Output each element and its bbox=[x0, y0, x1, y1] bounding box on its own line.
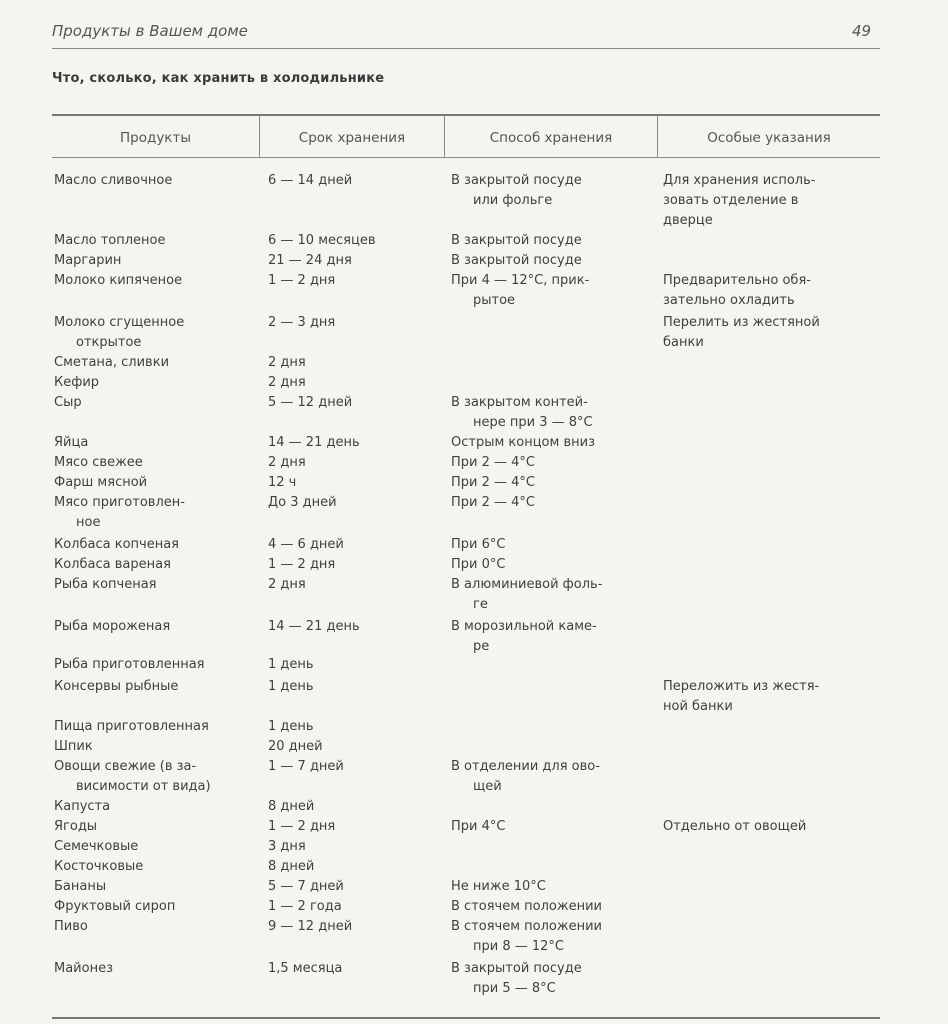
cell-term bbox=[268, 655, 314, 675]
cell-line: 2 — 3 дня bbox=[268, 315, 336, 330]
cell-line: Капуста bbox=[54, 799, 111, 814]
cell-line: Масло сливочное bbox=[54, 173, 173, 188]
cell-line: 8 дней bbox=[268, 799, 315, 814]
cell-method bbox=[451, 473, 535, 493]
table-rule-top bbox=[52, 114, 880, 116]
table-rule-header bbox=[52, 157, 880, 158]
cell-term bbox=[268, 677, 314, 697]
cell-line: Для хранения исполь- bbox=[663, 173, 816, 188]
cell-line: При 2 — 4°С bbox=[451, 455, 535, 470]
cell-product bbox=[54, 837, 138, 857]
cell-line: при 5 — 8°С bbox=[473, 981, 556, 996]
cell-line: В закрытой посуде bbox=[451, 233, 582, 248]
cell-line: зательно охладить bbox=[663, 293, 795, 308]
cell-method bbox=[451, 817, 505, 837]
cell-product bbox=[54, 535, 179, 555]
cell-line: 1 — 2 дня bbox=[268, 273, 336, 288]
cell-line: Мясо свежее bbox=[54, 455, 143, 470]
cell-method bbox=[451, 877, 546, 897]
cell-line: В стоячем положении bbox=[451, 899, 602, 914]
cell-product bbox=[54, 757, 211, 797]
cell-line: Консервы рыбные bbox=[54, 679, 179, 694]
cell-line: При 2 — 4°С bbox=[451, 475, 535, 490]
cell-term bbox=[268, 493, 337, 513]
cell-line: 12 ч bbox=[268, 475, 297, 490]
cell-term bbox=[268, 817, 335, 837]
cell-term bbox=[268, 897, 342, 917]
cell-term bbox=[268, 373, 306, 393]
cell-term bbox=[268, 473, 296, 493]
cell-line: В стоячем положении bbox=[451, 919, 602, 934]
cell-method bbox=[451, 231, 582, 251]
cell-term bbox=[268, 393, 352, 413]
cell-line: рытое bbox=[473, 293, 516, 308]
cell-line: Овощи свежие (в за- bbox=[54, 759, 197, 774]
cell-method bbox=[451, 575, 602, 615]
cell-line: дверце bbox=[663, 213, 713, 228]
cell-term bbox=[268, 231, 376, 251]
cell-line: 1 — 2 года bbox=[268, 899, 342, 914]
cell-line: 1 — 2 дня bbox=[268, 819, 336, 834]
cell-line: В закрытой посуде bbox=[451, 173, 582, 188]
cell-product bbox=[54, 959, 113, 979]
cell-line: До 3 дней bbox=[268, 495, 337, 510]
cell-term bbox=[268, 555, 335, 575]
cell-product bbox=[54, 617, 170, 637]
cell-line: 14 — 21 день bbox=[268, 619, 360, 634]
cell-line: висимости от вида) bbox=[76, 779, 211, 794]
column-header-products: Продукты bbox=[120, 130, 191, 146]
cell-line: Сыр bbox=[54, 395, 82, 410]
cell-line: При 4 — 12°С, прик- bbox=[451, 273, 590, 288]
table-rule-bottom bbox=[52, 1017, 880, 1019]
cell-line: Переложить из жестя- bbox=[663, 679, 820, 694]
cell-method bbox=[451, 555, 505, 575]
cell-line: При 0°С bbox=[451, 557, 506, 572]
column-header-method: Способ хранения bbox=[489, 130, 613, 146]
cell-line: Рыба приготовленная bbox=[54, 657, 205, 672]
cell-method bbox=[451, 251, 582, 271]
cell-product bbox=[54, 393, 82, 413]
cell-term bbox=[268, 575, 306, 595]
cell-line: Колбаса вареная bbox=[54, 557, 171, 572]
cell-product bbox=[54, 433, 88, 453]
cell-product bbox=[54, 171, 172, 191]
cell-method bbox=[451, 171, 582, 211]
cell-method bbox=[451, 757, 600, 797]
cell-line: В закрытом контей- bbox=[451, 395, 588, 410]
cell-line: или фольге bbox=[473, 193, 553, 208]
cell-product bbox=[54, 677, 178, 697]
cell-line: Мясо приготовлен- bbox=[54, 495, 185, 510]
cell-product bbox=[54, 917, 88, 937]
cell-line: В алюминиевой фоль- bbox=[451, 577, 603, 592]
cell-term bbox=[268, 737, 323, 757]
cell-term bbox=[268, 535, 344, 555]
cell-line: Предварительно обя- bbox=[663, 273, 811, 288]
cell-line: ре bbox=[473, 639, 490, 654]
cell-line: Майонез bbox=[54, 961, 113, 976]
cell-line: Фарш мясной bbox=[54, 475, 148, 490]
cell-product bbox=[54, 737, 93, 757]
cell-term bbox=[268, 757, 344, 777]
column-header-term: Срок хранения bbox=[298, 130, 406, 146]
cell-product bbox=[54, 453, 143, 473]
cell-line: Не ниже 10°С bbox=[451, 879, 546, 894]
cell-line: 14 — 21 день bbox=[268, 435, 360, 450]
cell-line: 6 — 10 месяцев bbox=[268, 233, 376, 248]
cell-line: Молоко сгущенное bbox=[54, 315, 185, 330]
cell-line: Семечковые bbox=[54, 839, 139, 854]
cell-method bbox=[451, 493, 535, 513]
cell-line: 9 — 12 дней bbox=[268, 919, 353, 934]
cell-line: Кефир bbox=[54, 375, 100, 390]
cell-line: 1 день bbox=[268, 679, 314, 694]
cell-line: 5 — 7 дней bbox=[268, 879, 344, 894]
cell-line: 2 дня bbox=[268, 577, 306, 592]
page-header-title: Продукты в Вашем доме bbox=[52, 22, 248, 40]
cell-product bbox=[54, 857, 143, 877]
cell-method bbox=[451, 617, 597, 657]
cell-line: 1 — 7 дней bbox=[268, 759, 344, 774]
cell-line: ге bbox=[473, 597, 488, 612]
cell-term bbox=[268, 797, 314, 817]
cell-line: Сметана, сливки bbox=[54, 355, 170, 370]
cell-line: банки bbox=[663, 335, 704, 350]
cell-line: ное bbox=[76, 515, 101, 530]
cell-line: В закрытой посуде bbox=[451, 961, 582, 976]
cell-method bbox=[451, 271, 589, 311]
cell-line: Пища приготовленная bbox=[54, 719, 209, 734]
cell-term bbox=[268, 917, 352, 937]
cell-line: открытое bbox=[76, 335, 142, 350]
page-number: 49 bbox=[852, 22, 872, 40]
cell-line: 6 — 14 дней bbox=[268, 173, 353, 188]
cell-line: В закрытой посуде bbox=[451, 253, 582, 268]
cell-line: Рыба мороженая bbox=[54, 619, 171, 634]
cell-line: 2 дня bbox=[268, 355, 306, 370]
cell-term bbox=[268, 837, 306, 857]
cell-product bbox=[54, 655, 204, 675]
cell-notes bbox=[663, 171, 815, 231]
cell-method bbox=[451, 959, 582, 999]
cell-line: Рыба копченая bbox=[54, 577, 157, 592]
cell-line: 4 — 6 дней bbox=[268, 537, 344, 552]
cell-product bbox=[54, 575, 157, 595]
cell-line: 1 день bbox=[268, 719, 314, 734]
cell-notes bbox=[663, 817, 806, 837]
cell-line: 2 дня bbox=[268, 455, 306, 470]
cell-line: При 2 — 4°С bbox=[451, 495, 535, 510]
cell-product bbox=[54, 473, 147, 493]
cell-line: Маргарин bbox=[54, 253, 122, 268]
header-rule bbox=[52, 48, 880, 49]
cell-line: Перелить из жестяной bbox=[663, 315, 820, 330]
cell-term bbox=[268, 453, 306, 473]
cell-line: щей bbox=[473, 779, 502, 794]
cell-term bbox=[268, 353, 306, 373]
column-header-notes: Особые указания bbox=[707, 130, 831, 146]
cell-line: 1,5 месяца bbox=[268, 961, 343, 976]
cell-line: При 4°С bbox=[451, 819, 506, 834]
cell-line: Бананы bbox=[54, 879, 107, 894]
cell-line: при 8 — 12°С bbox=[473, 939, 564, 954]
cell-term bbox=[268, 717, 314, 737]
cell-line: В отделении для ово- bbox=[451, 759, 600, 774]
cell-product bbox=[54, 897, 175, 917]
cell-product bbox=[54, 493, 185, 533]
cell-term bbox=[268, 251, 352, 271]
cell-line: 20 дней bbox=[268, 739, 323, 754]
cell-term bbox=[268, 433, 360, 453]
cell-term bbox=[268, 959, 342, 979]
cell-product bbox=[54, 555, 171, 575]
cell-method bbox=[451, 917, 602, 957]
cell-line: Шпик bbox=[54, 739, 93, 754]
cell-term bbox=[268, 857, 314, 877]
cell-method bbox=[451, 897, 602, 917]
cell-notes bbox=[663, 313, 820, 353]
cell-notes bbox=[663, 677, 819, 717]
cell-term bbox=[268, 877, 344, 897]
cell-line: Молоко кипяченое bbox=[54, 273, 183, 288]
cell-line: 1 день bbox=[268, 657, 314, 672]
cell-product bbox=[54, 231, 166, 251]
cell-product bbox=[54, 271, 182, 291]
cell-line: Масло топленое bbox=[54, 233, 166, 248]
cell-line: Яйца bbox=[54, 435, 89, 450]
cell-term bbox=[268, 617, 360, 637]
cell-method bbox=[451, 453, 535, 473]
cell-term bbox=[268, 313, 335, 333]
cell-line: Острым концом вниз bbox=[451, 435, 595, 450]
cell-line: Колбаса копченая bbox=[54, 537, 179, 552]
cell-product bbox=[54, 373, 99, 393]
cell-line: 2 дня bbox=[268, 375, 306, 390]
cell-line: зовать отделение в bbox=[663, 193, 799, 208]
cell-line: 3 дня bbox=[268, 839, 306, 854]
cell-line: Отдельно от овощей bbox=[663, 819, 807, 834]
cell-line: Пиво bbox=[54, 919, 88, 934]
cell-product bbox=[54, 313, 184, 353]
cell-term bbox=[268, 271, 335, 291]
cell-product bbox=[54, 877, 106, 897]
cell-line: 21 — 24 дня bbox=[268, 253, 352, 268]
cell-notes bbox=[663, 271, 811, 311]
cell-line: Ягоды bbox=[54, 819, 98, 834]
cell-method bbox=[451, 535, 505, 555]
cell-term bbox=[268, 171, 352, 191]
cell-line: 5 — 12 дней bbox=[268, 395, 353, 410]
cell-method bbox=[451, 433, 595, 453]
cell-line: нере при 3 — 8°С bbox=[473, 415, 593, 430]
cell-product bbox=[54, 817, 97, 837]
cell-line: Косточковые bbox=[54, 859, 144, 874]
cell-line: В морозильной каме- bbox=[451, 619, 597, 634]
cell-line: 8 дней bbox=[268, 859, 315, 874]
cell-product bbox=[54, 353, 169, 373]
cell-line: Фруктовый сироп bbox=[54, 899, 176, 914]
cell-product bbox=[54, 251, 121, 271]
section-title: Что, сколько, как хранить в холодильнике bbox=[52, 71, 385, 86]
cell-product bbox=[54, 717, 209, 737]
cell-line: ной банки bbox=[663, 699, 733, 714]
cell-line: 1 — 2 дня bbox=[268, 557, 336, 572]
cell-line: При 6°С bbox=[451, 537, 506, 552]
cell-product bbox=[54, 797, 110, 817]
cell-method bbox=[451, 393, 593, 433]
